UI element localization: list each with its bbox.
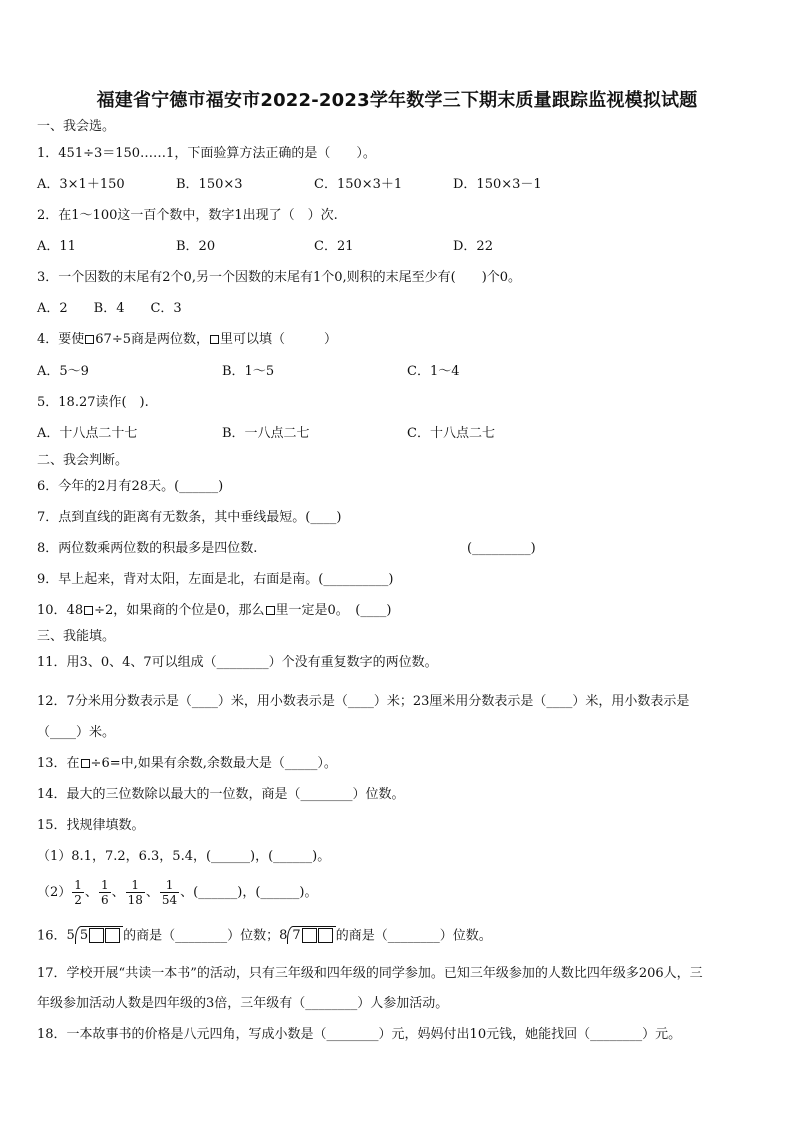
dividend-digit: 5 bbox=[79, 928, 89, 943]
box-placeholder-icon bbox=[85, 335, 94, 344]
q1-option-b: B．150×3 bbox=[176, 177, 243, 192]
question-11: 11．用3、0、4、7可以组成（________）个没有重复数字的两位数。 bbox=[37, 655, 438, 670]
box-placeholder-icon bbox=[266, 606, 275, 615]
q4-prefix: 4．要使 bbox=[37, 332, 85, 347]
section-heading-fill: 三、我能填。 bbox=[37, 629, 116, 644]
q15-sub2-label: （2） bbox=[37, 885, 72, 900]
divisor: 8 bbox=[279, 928, 288, 943]
q10-middle: ÷2，如果商的个位是0，那么 bbox=[94, 603, 265, 618]
question-3: 3．一个因数的末尾有2个0,另一个因数的末尾有1个0,则积的末尾至少有( )个0。 bbox=[37, 270, 522, 285]
q2-option-b: B．20 bbox=[176, 239, 216, 254]
q4-suffix: 里可以填（ ） bbox=[220, 332, 338, 347]
question-17-line1: 17．学校开展“共读一本书”的活动，只有三年级和四年级的同学参加。已知三年级参加的人数比四年级多206人，三 bbox=[37, 966, 703, 981]
box-placeholder-icon bbox=[210, 335, 219, 344]
question-12-line1: 12．7分米用分数表示是（____）米，用小数表示是（____）米；23厘米用分数表示是（____）米，用小数表示是 bbox=[37, 694, 690, 709]
q16-text-2: 的商是（________）位数。 bbox=[335, 928, 492, 944]
q4-option-c: C．1～4 bbox=[407, 364, 460, 379]
box-placeholder-icon bbox=[302, 928, 317, 943]
fraction bbox=[99, 878, 111, 907]
q10-prefix: 10．48 bbox=[37, 603, 84, 618]
q13-suffix: ÷6=中,如果有余数,余数最大是（_____）。 bbox=[90, 756, 337, 771]
question-6: 6．今年的2月有28天。(______) bbox=[37, 479, 224, 494]
question-15: 15．找规律填数。 bbox=[37, 818, 145, 833]
question-18: 18．一本故事书的价格是八元四角，写成小数是（________）元，妈妈付出10元钱，她能找回（________）元。 bbox=[37, 1027, 682, 1042]
q4-option-a: A．5～9 bbox=[37, 364, 89, 379]
question-4 bbox=[37, 331, 337, 349]
question-8: 8．两位数乘两位数的积最多是四位数. bbox=[37, 541, 258, 556]
question-13 bbox=[37, 755, 337, 773]
question-10 bbox=[37, 602, 391, 620]
question-9: 9．早上起来，背对太阳，左面是北，右面是南。(__________) bbox=[37, 572, 394, 587]
fraction-numerator: 1 bbox=[126, 878, 145, 893]
q5-option-c: C．十八点二七 bbox=[407, 426, 495, 441]
fraction-numerator: 1 bbox=[160, 878, 179, 893]
fraction-denominator: 2 bbox=[74, 893, 82, 907]
section-heading-judge: 二、我会判断。 bbox=[37, 453, 129, 468]
box-placeholder-icon bbox=[105, 928, 120, 943]
q1-option-c: C．150×3＋1 bbox=[314, 177, 403, 192]
question-17-line2: 年级参加活动人数是四年级的3倍，三年级有（________）人参加活动。 bbox=[37, 996, 449, 1011]
q13-prefix: 13．在 bbox=[37, 756, 80, 771]
fraction bbox=[126, 878, 145, 907]
q4-middle: 67÷5商是两位数， bbox=[95, 332, 209, 347]
question-16 bbox=[37, 925, 492, 948]
box-placeholder-icon bbox=[81, 759, 90, 768]
q2-option-d: D．22 bbox=[453, 239, 493, 254]
q4-option-b: B．1～5 bbox=[222, 364, 275, 379]
question-5: 5．18.27读作( ). bbox=[37, 395, 149, 410]
box-placeholder-icon bbox=[89, 928, 104, 943]
q2-option-a: A．11 bbox=[37, 239, 76, 254]
fraction-numerator: 1 bbox=[100, 878, 109, 892]
q15-sub2-tail: 、(______)，(______)。 bbox=[180, 885, 318, 900]
q1-option-a: A．3×1＋150 bbox=[37, 177, 125, 192]
fraction-denominator: 6 bbox=[100, 893, 109, 907]
question-14: 14．最大的三位数除以最大的一位数，商是（________）位数。 bbox=[37, 787, 405, 802]
question-15-sub2: （2） $\frac{1}{2}$ 、 $\frac{1}{6}$ 、 $\frac{1}{18}$ 、 $\frac{1}{54}$ 、(______)，(______)。 bbox=[37, 878, 318, 907]
question-7: 7．点到直线的距离有无数条，其中垂线最短。(____) bbox=[37, 510, 342, 525]
q5-option-a: A．十八点二十七 bbox=[37, 426, 138, 441]
q5-option-b: B．一八点二七 bbox=[222, 426, 310, 441]
long-division-1 bbox=[67, 925, 124, 947]
fraction-denominator: 54 bbox=[161, 893, 178, 907]
fraction bbox=[72, 878, 84, 907]
division-bracket bbox=[75, 926, 123, 944]
divisor: 5 bbox=[66, 928, 75, 943]
fraction bbox=[160, 878, 179, 907]
question-15-sub1: （1）8.1，7.2，6.3，5.4，(______)，(______)。 bbox=[37, 849, 331, 864]
q8-answer-blank: (_________) bbox=[467, 541, 536, 556]
fraction-denominator: 18 bbox=[127, 893, 143, 907]
q1-option-d: D．150×3－1 bbox=[453, 177, 542, 192]
box-placeholder-icon bbox=[318, 928, 333, 943]
section-heading-choice: 一、我会选。 bbox=[37, 119, 116, 134]
q10-suffix: 里一定是0。 (____) bbox=[275, 603, 392, 618]
division-bracket bbox=[287, 926, 335, 944]
fraction-numerator: 1 bbox=[74, 878, 82, 892]
q16-number: 16． bbox=[37, 928, 67, 944]
question-12-line2: （____）米。 bbox=[37, 725, 116, 740]
page-title: 福建省宁德市福安市2022-2023学年数学三下期末质量跟踪监视模拟试题 bbox=[96, 90, 698, 111]
dividend-digit: 7 bbox=[292, 928, 301, 943]
q2-option-c: C．21 bbox=[314, 239, 354, 254]
box-placeholder-icon bbox=[84, 606, 93, 615]
question-1: 1．451÷3＝150……1，下面验算方法正确的是（ ）。 bbox=[37, 146, 376, 161]
question-2: 2．在1～100这一百个数中，数字1出现了（ ）次. bbox=[37, 208, 338, 223]
long-division-2 bbox=[279, 925, 336, 947]
q16-text-1: 的商是（________）位数； bbox=[123, 928, 280, 944]
q3-options: A．2 B．4 C．3 bbox=[37, 301, 182, 316]
